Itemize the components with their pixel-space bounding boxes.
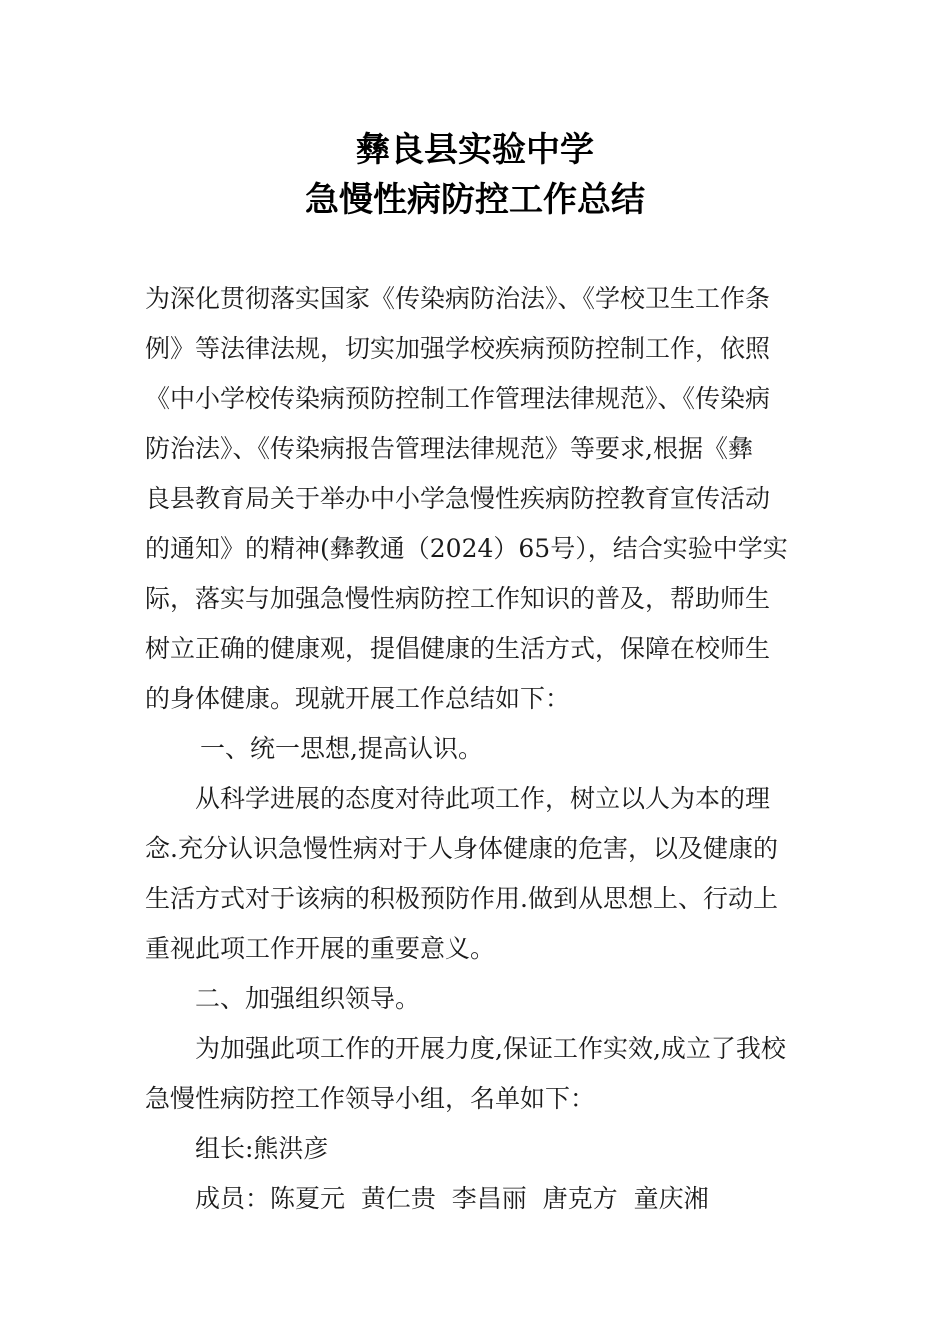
intro-line: 良县教育局关于举办中小学急慢性疾病防控教育宣传活动: [145, 484, 771, 513]
intro-line: 际，落实与加强急慢性病防控工作知识的普及，帮助师生: [145, 584, 771, 613]
section1-line: 重视此项工作开展的重要意义。: [145, 934, 496, 963]
members-line: 成员：陈夏元 黄仁贵 李昌丽 唐克方 童庆湘: [195, 1184, 709, 1213]
intro-line: 例》等法律法规，切实加强学校疾病预防控制工作，依照: [145, 334, 771, 363]
intro-line: 的身体健康。现就开展工作总结如下：: [145, 684, 571, 713]
document-title-line2: 急慢性病防控工作总结: [305, 180, 645, 220]
intro-line: 的通知》的精神(彝教通（2024）65号），结合实验中学实: [145, 534, 788, 563]
section1-line: 念.充分认识急慢性病对于人身体健康的危害，以及健康的: [145, 834, 778, 863]
intro-line: 《中小学校传染病预防控制工作管理法律规范》、《传染病: [145, 384, 771, 413]
document-title-line1: 彝良县实验中学: [356, 130, 594, 170]
leader-line: 组长:熊洪彦: [195, 1134, 329, 1163]
section1-line: 生活方式对于该病的积极预防作用.做到从思想上、行动上: [145, 884, 778, 913]
section2-heading: 二、加强组织领导。: [195, 984, 421, 1013]
intro-line: 为深化贯彻落实国家《传染病防治法》、《学校卫生工作条: [145, 284, 771, 313]
section2-line: 为加强此项工作的开展力度,保证工作实效,成立了我校: [195, 1034, 786, 1063]
section2-line: 急慢性病防控工作领导小组，名单如下：: [145, 1084, 596, 1113]
intro-line: 防治法》、《传染病报告管理法律规范》等要求,根据《彝: [145, 434, 753, 463]
intro-line: 树立正确的健康观，提倡健康的生活方式，保障在校师生: [145, 634, 771, 663]
section1-heading: 一、统一思想,提高认识。: [200, 734, 483, 763]
section1-line: 从科学进展的态度对待此项工作，树立以人为本的理: [195, 784, 771, 813]
